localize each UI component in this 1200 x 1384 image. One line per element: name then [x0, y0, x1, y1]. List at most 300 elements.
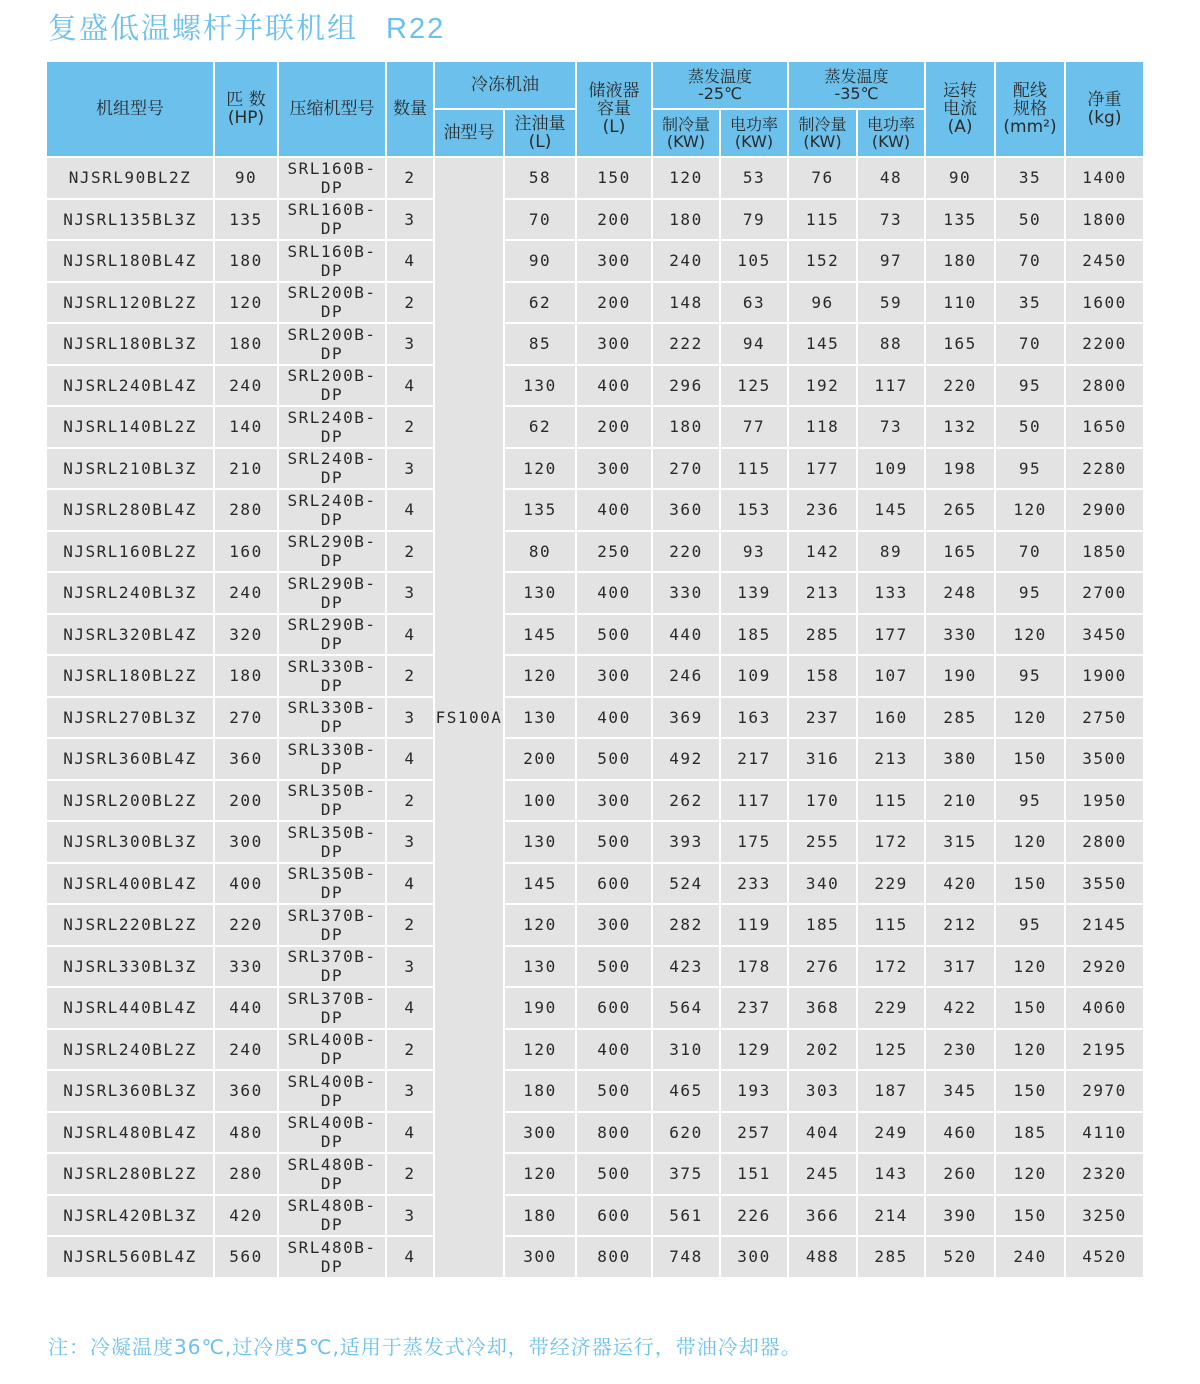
cell-receiver: 150 [576, 157, 652, 199]
cell-current: 460 [925, 1112, 995, 1154]
cell-oil-charge: 135 [504, 489, 576, 531]
cell-weight: 2900 [1065, 489, 1144, 531]
table-row [46, 448, 1144, 490]
cell-compressor: SRL370B-DP [278, 987, 386, 1029]
cell-power-25: 125 [720, 365, 788, 407]
cell-cooling-25: 148 [652, 282, 720, 324]
cell-qty: 3 [386, 1195, 434, 1237]
cell-cooling-25: 220 [652, 531, 720, 573]
cell-model: NJSRL480BL4Z [46, 1112, 214, 1154]
cell-power-35: 187 [857, 1070, 925, 1112]
cell-compressor: SRL400B-DP [278, 1029, 386, 1071]
cell-cooling-35: 177 [788, 448, 857, 490]
cell-qty: 3 [386, 572, 434, 614]
cell-wiring: 150 [995, 1195, 1065, 1237]
cell-power-35: 133 [857, 572, 925, 614]
cell-current: 132 [925, 406, 995, 448]
cell-receiver: 300 [576, 904, 652, 946]
cell-qty: 4 [386, 240, 434, 282]
cell-qty: 3 [386, 323, 434, 365]
cell-weight: 2450 [1065, 240, 1144, 282]
cell-power-25: 115 [720, 448, 788, 490]
cell-power-35: 125 [857, 1029, 925, 1071]
cell-hp: 270 [214, 697, 278, 739]
cell-current: 190 [925, 655, 995, 697]
table-row [46, 282, 1144, 324]
cell-power-25: 129 [720, 1029, 788, 1071]
cell-cooling-25: 492 [652, 738, 720, 780]
cell-power-25: 117 [720, 780, 788, 822]
cell-cooling-25: 748 [652, 1236, 720, 1278]
cell-oil-charge: 130 [504, 946, 576, 988]
cell-compressor: SRL290B-DP [278, 572, 386, 614]
table-row [46, 1195, 1144, 1237]
cell-weight: 2800 [1065, 365, 1144, 407]
cell-receiver: 500 [576, 821, 652, 863]
cell-compressor: SRL240B-DP [278, 448, 386, 490]
cell-receiver: 200 [576, 199, 652, 241]
cell-cooling-35: 368 [788, 987, 857, 1029]
cell-wiring: 150 [995, 738, 1065, 780]
cell-cooling-35: 303 [788, 1070, 857, 1112]
cell-receiver: 300 [576, 240, 652, 282]
cell-qty: 2 [386, 531, 434, 573]
cell-qty: 2 [386, 1029, 434, 1071]
cell-power-25: 226 [720, 1195, 788, 1237]
table-row [46, 987, 1144, 1029]
header-power-25: 电功率 (KW) [720, 109, 788, 157]
cell-weight: 3450 [1065, 614, 1144, 656]
cell-model: NJSRL220BL2Z [46, 904, 214, 946]
cell-current: 422 [925, 987, 995, 1029]
cell-receiver: 500 [576, 946, 652, 988]
cell-wiring: 70 [995, 531, 1065, 573]
cell-oil-charge: 130 [504, 697, 576, 739]
cell-hp: 280 [214, 489, 278, 531]
cell-wiring: 70 [995, 323, 1065, 365]
table-row [46, 821, 1144, 863]
table-row [46, 365, 1144, 407]
cell-current: 212 [925, 904, 995, 946]
cell-cooling-25: 270 [652, 448, 720, 490]
cell-cooling-35: 316 [788, 738, 857, 780]
table-row [46, 946, 1144, 988]
cell-hp: 90 [214, 157, 278, 199]
cell-current: 330 [925, 614, 995, 656]
table-row [46, 1153, 1144, 1195]
cell-cooling-25: 561 [652, 1195, 720, 1237]
cell-hp: 240 [214, 1029, 278, 1071]
cell-qty: 4 [386, 738, 434, 780]
cell-weight: 2320 [1065, 1153, 1144, 1195]
cell-power-25: 300 [720, 1236, 788, 1278]
cell-compressor: SRL330B-DP [278, 655, 386, 697]
cell-power-25: 185 [720, 614, 788, 656]
cell-hp: 180 [214, 655, 278, 697]
cell-qty: 4 [386, 614, 434, 656]
cell-weight: 4110 [1065, 1112, 1144, 1154]
cell-oil-charge: 180 [504, 1195, 576, 1237]
cell-power-35: 59 [857, 282, 925, 324]
cell-power-25: 151 [720, 1153, 788, 1195]
cell-weight: 3500 [1065, 738, 1144, 780]
cell-weight: 2145 [1065, 904, 1144, 946]
cell-current: 230 [925, 1029, 995, 1071]
cell-qty: 2 [386, 655, 434, 697]
cell-wiring: 240 [995, 1236, 1065, 1278]
cell-receiver: 800 [576, 1112, 652, 1154]
cell-power-35: 160 [857, 697, 925, 739]
cell-oil-charge: 120 [504, 448, 576, 490]
cell-hp: 330 [214, 946, 278, 988]
cell-hp: 140 [214, 406, 278, 448]
cell-oil-charge: 85 [504, 323, 576, 365]
cell-oil-charge: 120 [504, 1153, 576, 1195]
cell-power-25: 79 [720, 199, 788, 241]
cell-power-25: 53 [720, 157, 788, 199]
cell-wiring: 150 [995, 1070, 1065, 1112]
header-oil-charge: 注油量 (L) [504, 109, 576, 157]
cell-model: NJSRL240BL2Z [46, 1029, 214, 1071]
cell-oil-charge: 180 [504, 1070, 576, 1112]
cell-power-35: 285 [857, 1236, 925, 1278]
cell-hp: 560 [214, 1236, 278, 1278]
cell-compressor: SRL160B-DP [278, 157, 386, 199]
cell-cooling-35: 213 [788, 572, 857, 614]
spec-table [45, 60, 1145, 1279]
cell-current: 315 [925, 821, 995, 863]
cell-cooling-35: 237 [788, 697, 857, 739]
cell-cooling-25: 120 [652, 157, 720, 199]
cell-receiver: 250 [576, 531, 652, 573]
cell-cooling-25: 282 [652, 904, 720, 946]
table-row [46, 489, 1144, 531]
cell-receiver: 500 [576, 1153, 652, 1195]
cell-qty: 4 [386, 365, 434, 407]
cell-hp: 280 [214, 1153, 278, 1195]
cell-model: NJSRL280BL4Z [46, 489, 214, 531]
cell-current: 110 [925, 282, 995, 324]
cell-oil-charge: 70 [504, 199, 576, 241]
cell-power-35: 73 [857, 406, 925, 448]
cell-cooling-25: 360 [652, 489, 720, 531]
cell-weight: 1800 [1065, 199, 1144, 241]
cell-receiver: 400 [576, 697, 652, 739]
cell-power-35: 48 [857, 157, 925, 199]
cell-qty: 2 [386, 157, 434, 199]
header-current: 运转 电流 (A) [925, 61, 995, 157]
cell-wiring: 120 [995, 697, 1065, 739]
cell-oil-charge: 190 [504, 987, 576, 1029]
cell-cooling-25: 262 [652, 780, 720, 822]
cell-power-25: 178 [720, 946, 788, 988]
cell-qty: 4 [386, 1112, 434, 1154]
cell-wiring: 120 [995, 1153, 1065, 1195]
cell-power-35: 107 [857, 655, 925, 697]
header-cooling-35: 制冷量 (KW) [788, 109, 857, 157]
cell-oil-charge: 145 [504, 614, 576, 656]
cell-power-35: 214 [857, 1195, 925, 1237]
cell-compressor: SRL350B-DP [278, 780, 386, 822]
cell-model: NJSRL160BL2Z [46, 531, 214, 573]
cell-cooling-25: 296 [652, 365, 720, 407]
cell-cooling-35: 118 [788, 406, 857, 448]
cell-receiver: 200 [576, 406, 652, 448]
cell-compressor: SRL290B-DP [278, 614, 386, 656]
cell-weight: 2750 [1065, 697, 1144, 739]
cell-model: NJSRL180BL2Z [46, 655, 214, 697]
cell-oil-charge: 80 [504, 531, 576, 573]
cell-qty: 3 [386, 1070, 434, 1112]
cell-weight: 3250 [1065, 1195, 1144, 1237]
cell-hp: 400 [214, 863, 278, 905]
cell-cooling-35: 366 [788, 1195, 857, 1237]
cell-weight: 1850 [1065, 531, 1144, 573]
cell-hp: 135 [214, 199, 278, 241]
cell-compressor: SRL240B-DP [278, 406, 386, 448]
table-row [46, 1070, 1144, 1112]
cell-current: 165 [925, 531, 995, 573]
cell-current: 420 [925, 863, 995, 905]
cell-power-25: 153 [720, 489, 788, 531]
cell-cooling-25: 440 [652, 614, 720, 656]
cell-model: NJSRL420BL3Z [46, 1195, 214, 1237]
header-hp: 匹 数 (HP) [214, 61, 278, 157]
cell-receiver: 400 [576, 489, 652, 531]
cell-cooling-35: 255 [788, 821, 857, 863]
cell-weight: 1900 [1065, 655, 1144, 697]
cell-power-35: 97 [857, 240, 925, 282]
cell-qty: 3 [386, 448, 434, 490]
header-cooling-25: 制冷量 (KW) [652, 109, 720, 157]
cell-cooling-35: 276 [788, 946, 857, 988]
cell-cooling-35: 170 [788, 780, 857, 822]
cell-cooling-35: 236 [788, 489, 857, 531]
cell-weight: 2920 [1065, 946, 1144, 988]
cell-cooling-25: 369 [652, 697, 720, 739]
cell-current: 390 [925, 1195, 995, 1237]
cell-qty: 3 [386, 946, 434, 988]
table-row [46, 572, 1144, 614]
cell-receiver: 500 [576, 614, 652, 656]
refrigerant-code: R22 [386, 13, 446, 45]
cell-model: NJSRL240BL3Z [46, 572, 214, 614]
table-row [46, 199, 1144, 241]
cell-weight: 4520 [1065, 1236, 1144, 1278]
cell-wiring: 120 [995, 614, 1065, 656]
cell-model: NJSRL180BL4Z [46, 240, 214, 282]
cell-receiver: 400 [576, 1029, 652, 1071]
cell-model: NJSRL440BL4Z [46, 987, 214, 1029]
cell-receiver: 500 [576, 1070, 652, 1112]
cell-wiring: 50 [995, 406, 1065, 448]
cell-wiring: 120 [995, 489, 1065, 531]
table-row [46, 1029, 1144, 1071]
cell-wiring: 95 [995, 780, 1065, 822]
cell-receiver: 200 [576, 282, 652, 324]
cell-receiver: 600 [576, 987, 652, 1029]
cell-power-35: 88 [857, 323, 925, 365]
cell-power-25: 119 [720, 904, 788, 946]
cell-qty: 2 [386, 282, 434, 324]
cell-compressor: SRL290B-DP [278, 531, 386, 573]
cell-compressor: SRL330B-DP [278, 697, 386, 739]
cell-hp: 120 [214, 282, 278, 324]
cell-compressor: SRL200B-DP [278, 323, 386, 365]
cell-power-25: 105 [720, 240, 788, 282]
cell-oil-charge: 100 [504, 780, 576, 822]
cell-cooling-25: 620 [652, 1112, 720, 1154]
cell-wiring: 35 [995, 157, 1065, 199]
cell-cooling-25: 310 [652, 1029, 720, 1071]
cell-weight: 3550 [1065, 863, 1144, 905]
cell-qty: 4 [386, 987, 434, 1029]
cell-power-25: 233 [720, 863, 788, 905]
cell-wiring: 50 [995, 199, 1065, 241]
cell-weight: 2195 [1065, 1029, 1144, 1071]
cell-hp: 210 [214, 448, 278, 490]
cell-cooling-35: 488 [788, 1236, 857, 1278]
cell-cooling-35: 202 [788, 1029, 857, 1071]
cell-power-25: 257 [720, 1112, 788, 1154]
cell-hp: 360 [214, 738, 278, 780]
cell-wiring: 95 [995, 655, 1065, 697]
table-row [46, 1112, 1144, 1154]
cell-current: 345 [925, 1070, 995, 1112]
cell-cooling-35: 115 [788, 199, 857, 241]
cell-qty: 2 [386, 406, 434, 448]
cell-oil-type: FS100A [434, 157, 504, 1278]
cell-wiring: 35 [995, 282, 1065, 324]
cell-current: 520 [925, 1236, 995, 1278]
cell-qty: 2 [386, 780, 434, 822]
page-title [48, 8, 445, 48]
cell-model: NJSRL120BL2Z [46, 282, 214, 324]
cell-cooling-35: 96 [788, 282, 857, 324]
cell-weight: 1400 [1065, 157, 1144, 199]
cell-cooling-35: 76 [788, 157, 857, 199]
cell-power-35: 213 [857, 738, 925, 780]
cell-compressor: SRL350B-DP [278, 863, 386, 905]
cell-weight: 2700 [1065, 572, 1144, 614]
cell-hp: 220 [214, 904, 278, 946]
cell-oil-charge: 300 [504, 1112, 576, 1154]
cell-power-35: 172 [857, 946, 925, 988]
cell-cooling-35: 245 [788, 1153, 857, 1195]
cell-model: NJSRL300BL3Z [46, 821, 214, 863]
cell-oil-charge: 130 [504, 572, 576, 614]
cell-qty: 3 [386, 821, 434, 863]
cell-power-35: 177 [857, 614, 925, 656]
cell-power-25: 175 [720, 821, 788, 863]
cell-compressor: SRL400B-DP [278, 1070, 386, 1112]
cell-qty: 2 [386, 904, 434, 946]
header-compressor: 压缩机型号 [278, 61, 386, 157]
cell-oil-charge: 300 [504, 1236, 576, 1278]
cell-compressor: SRL400B-DP [278, 1112, 386, 1154]
cell-receiver: 300 [576, 780, 652, 822]
cell-receiver: 800 [576, 1236, 652, 1278]
cell-wiring: 70 [995, 240, 1065, 282]
cell-wiring: 95 [995, 904, 1065, 946]
cell-oil-charge: 62 [504, 406, 576, 448]
table-header [46, 61, 1144, 157]
cell-power-35: 145 [857, 489, 925, 531]
cell-current: 165 [925, 323, 995, 365]
cell-qty: 4 [386, 489, 434, 531]
cell-power-35: 73 [857, 199, 925, 241]
cell-receiver: 600 [576, 1195, 652, 1237]
cell-model: NJSRL135BL3Z [46, 199, 214, 241]
cell-oil-charge: 90 [504, 240, 576, 282]
cell-weight: 1650 [1065, 406, 1144, 448]
cell-power-35: 115 [857, 904, 925, 946]
cell-oil-charge: 120 [504, 904, 576, 946]
cell-hp: 420 [214, 1195, 278, 1237]
cell-model: NJSRL280BL2Z [46, 1153, 214, 1195]
cell-cooling-25: 222 [652, 323, 720, 365]
cell-qty: 3 [386, 697, 434, 739]
cell-current: 248 [925, 572, 995, 614]
cell-cooling-25: 246 [652, 655, 720, 697]
cell-power-25: 193 [720, 1070, 788, 1112]
cell-cooling-25: 393 [652, 821, 720, 863]
cell-power-25: 93 [720, 531, 788, 573]
cell-cooling-25: 330 [652, 572, 720, 614]
cell-cooling-35: 185 [788, 904, 857, 946]
cell-power-25: 139 [720, 572, 788, 614]
cell-compressor: SRL480B-DP [278, 1236, 386, 1278]
cell-model: NJSRL180BL3Z [46, 323, 214, 365]
cell-power-25: 163 [720, 697, 788, 739]
header-qty: 数量 [386, 61, 434, 157]
cell-receiver: 400 [576, 572, 652, 614]
cell-power-25: 63 [720, 282, 788, 324]
cell-power-35: 115 [857, 780, 925, 822]
cell-power-25: 77 [720, 406, 788, 448]
cell-oil-charge: 58 [504, 157, 576, 199]
table-row [46, 697, 1144, 739]
footnote: 注：冷凝温度36℃,过冷度5℃,适用于蒸发式冷却，带经济器运行，带油冷却器。 [48, 1335, 802, 1359]
cell-receiver: 300 [576, 655, 652, 697]
cell-cooling-25: 180 [652, 199, 720, 241]
cell-weight: 2970 [1065, 1070, 1144, 1112]
cell-receiver: 400 [576, 365, 652, 407]
cell-hp: 360 [214, 1070, 278, 1112]
cell-compressor: SRL330B-DP [278, 738, 386, 780]
cell-cooling-35: 142 [788, 531, 857, 573]
table-row [46, 1236, 1144, 1278]
cell-power-25: 94 [720, 323, 788, 365]
cell-hp: 200 [214, 780, 278, 822]
cell-model: NJSRL270BL3Z [46, 697, 214, 739]
table-row [46, 531, 1144, 573]
cell-wiring: 120 [995, 946, 1065, 988]
cell-compressor: SRL240B-DP [278, 489, 386, 531]
table-row [46, 240, 1144, 282]
table-row [46, 406, 1144, 448]
cell-wiring: 95 [995, 365, 1065, 407]
cell-current: 210 [925, 780, 995, 822]
cell-model: NJSRL210BL3Z [46, 448, 214, 490]
cell-hp: 180 [214, 323, 278, 365]
cell-power-35: 109 [857, 448, 925, 490]
table-row [46, 614, 1144, 656]
cell-oil-charge: 200 [504, 738, 576, 780]
cell-cooling-25: 423 [652, 946, 720, 988]
cell-receiver: 300 [576, 323, 652, 365]
cell-wiring: 95 [995, 448, 1065, 490]
